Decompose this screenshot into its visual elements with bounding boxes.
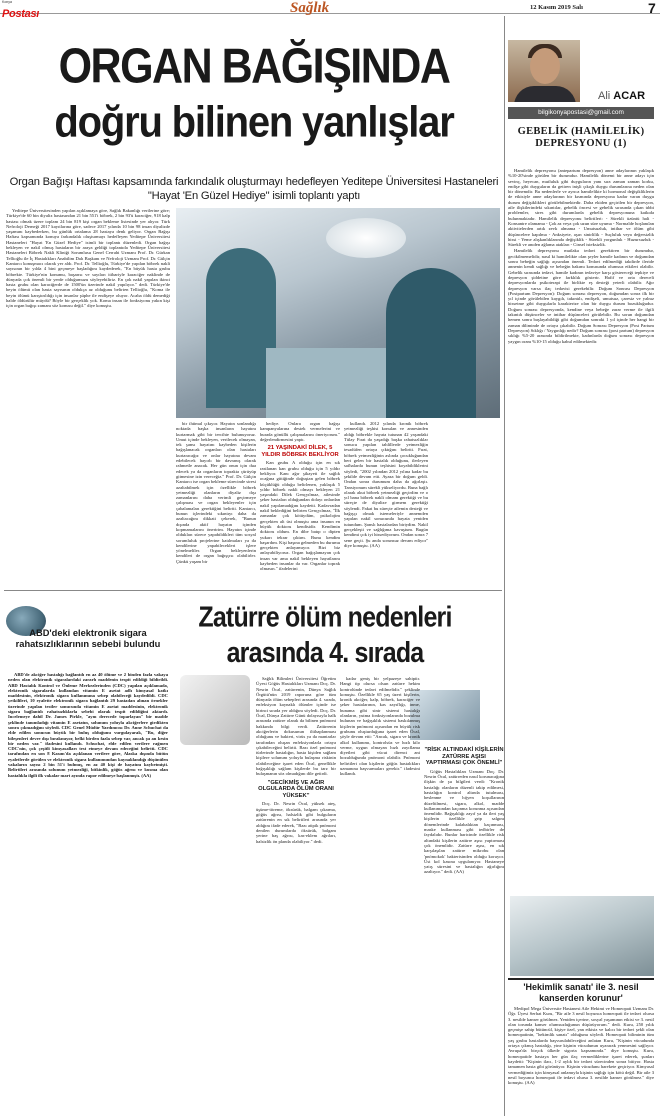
main-col3-text: hediye. Onlara organ bağışı kampanyalarına destek vermelerini ve burada gönüllü çalışmalarını öneriyorum." değerlendirmesini yaptı. [260, 421, 340, 442]
main-col3-text-b: Kan grubu A olduğu için en sık rastlanan kan grubu olduğu için 5 yıldır bekliyor. Kanı ağır şikayeti ile sağlık ocağına gittiğinde doğuştan gelen böbrek küçüklüğü olduğu belirlenen, yaklaşık 5 yıldır böbrek nakli olmayı bekleyen 21 yaşındaki Dilek Gençyılmaz, ailesinde şeker hastaları olduğundan dolayı onlardan nakil yapılamadığını kaydetti. Kadavradan nakil beklediğini belirten Gençyılmaz, "İlk zamanlar çok kötüydüm, psikolojim gerçekten alt üst olmuştu ama insanın en büyük doktoru kendisidir. Kendimin doktoru oldum. En dibe batıp o dipten yukarı tekrar çıktım. Bunu kendim başardım. Kişi başına gelmeden bu durumu gerçekten anlayamıyor. Bizi biz anlayabiliyoruz. Organ bağışlamayan çok insan var ama nakil bekleyen hayatlarını kaybeden insanlar da var. Organlar toprak olmasın." ifadelerini [260, 460, 340, 572]
operating-table [266, 348, 406, 418]
main-headline-line2: doğru bilinen yanlışlar [54, 98, 454, 147]
main-col4-text: kullandı. 2012 yılında kronik böbrek yetmezliği teşhisi konulan ve annesinden aldığı böbrekle hayata tutunan 42 yaşındaki Tülay Fırat da yaşadığı başka rahatsızlıklar sonucu yapılan tahlillerde yetmezliğin tesadüfen ortaya çıktığını belirtti. Fırat, böbrek yetmezliğinin aslında çocukluğundan beri gelen bir hastalık olduğunu, ilerleyen safhalarda bunun teşhisini koyabildiklerini söyledi, "2002 yılından 2012 yılına kadar bu şekilde devam etti. Ayaza bir doğum geldi. Ondan sonra durumum daha da ağırlaştı. Tansiyonum sürekli yükseliyordu. Buna bağlı olarak akut böbrek yetmezliği geçirdim ve o yıl bana böbrek nakli olmam gerektiği ve bu süreçte de diyalize girmem gerektiği söylendi. Fakat bu süreçte ailemin desteği ve bağışçı olmak istemeleriyle annemden yapılan nakil sonucunda hayata yeniden tutundum. Şanslı hastalardan biriydim. Nakil gerçekleşti ve sağlığıma kavuştum. Bugün kendimi çok iyi hissediyorum. Ondan sonra 7 sene geçti. Şu anda sorunsuz devam ediyor" diye konuştu. (AA) [344, 421, 428, 548]
main-subheadline: Organ Bağışı Haftası kapsamında farkındalık oluşturmayı hedefleyen Yeditepe Üniversitesi Hastaneleri "Hayat 'En Güzel Hediye" isimli toplantı yaptı [9, 176, 499, 202]
pneumonia-col1-text-b: Doç. Dr. Nesrin Öcal, yüksek ateş, üşüme-titreme, öksürük, balgam çıkarma, göğüs ağrısı, halsizlik gibi bulguların zatürrenin en sık belirtileri arasında yer aldığını ifade ederek, "Bazı atipik pnömoni denilen durumlarda öksürük, balgam yerine baş ağrısı, kas-eklem ağrıları, halsizlik ön planda olabiliyor." dedi. [256, 801, 336, 844]
main-col3-subhead: 21 YAŞINDAKİ DİLEK, 5 YILDIR BÖBREK BEKLİYOR [261, 445, 339, 458]
main-article-col3 [260, 421, 340, 583]
pneumonia-col2 [340, 676, 420, 1112]
pneumonia-col1-text: Sağlık Bilimleri Üniversitesi Öğretim Üyesi Göğüs Hastalıkları Uzmanı Doç. Dr. Nesrin Öcal, zatürrenin, Dünya Sağlık Örgütü'nün 2019 raporuna göre tüm dünyada ölüm sebepleri arasında 4. sırada, enfeksiyon kaynaklı ölümler içinde ise birinci sırada yer aldığını söyledi. Doç. Dr. Öcal, Dünya Zatürre Günü dolayısıyla halk arasında zatürre olarak da bilinen pnömoni hakkında bilgi verdi. Zatürrenin akciğerlerin dokusunun iltihaplanması olduğunu ve bakteri, virüs ya da mantarlar tarafından oluşan enfeksiyonlarla ortaya çıkabileceğini belirtti. Bazı özel pnömoni türlerinde hastalığın, hasta kişiden sağlam kişilere solunum yoluyla bulaşma riskinin olabileceğine işaret eden Öcal, genellikle bağışıklığı sağlam kişilerde bu tarz bir bulaşmanın söz olmadığını dile getirdi. [256, 676, 336, 777]
pneumonia-headline [180, 600, 470, 671]
logo-text: Postası [2, 8, 40, 20]
author-body [514, 86, 576, 102]
author-last-name: ACAR [613, 90, 646, 102]
author-name [598, 90, 645, 102]
main-headline-line1: ORGAN BAĞIŞINDA [58, 38, 450, 95]
column-text-2: Hamilelik depresyonu mutlaka tedavi gerektiren bir durumdur, gecikilmemelidir, nasıl ki hamilelikte olan şeyler hamile kadının ve doğumdan sonra bebeğin sağlığı açısından önemli. Tedavi edilmediği takdirde ileride annenin kendi sağlığı ve bebeğin bakımı konusunda olumsuz etkileri olabilir. Gebelik sırasında tedavi, hamile kadının tedaviye karşı göstereceği tepkiye ve depresyon şiddetine göre farklılık gösterir. Hafif ve orta dereceli depresyonlarda psikoterapi ile birlikte eş desteği yeterli olabilir. Ağır depresyon varsa ilaç tedavisi gerekebilir. Doğum Sonrası Depresyon (Postpartum Depresyon): Doğum sonrası depresyon, doğumdan sonra ilk bir yıl içinde görülebilen kaygılı, takıntılı, endişeli, umutsuz, çaresiz ve yalnız hissetme gibi duygularla karakterize olan bir duygu durum bozukluğudur. Doğum sonrası depresyonda, kendine veya bebeğe zarar verme ile ilgili takıntılı düşünceler ve intihar düşünceleri görülebilir. Bu sorun doğumdan hemen sonra başlayabildiği gibi doğumdan sonraki 1 yıl içinde her hangi bir zaman diliminde de ortaya çıkabilir. Doğum Sonrası Depresyon (Post Partum Depresyon) Sıklığı / Yaygınlığı nedir? Doğum sonrası (post partum) depresyon sıklığı %5-20 arasında bildirilmekte, kadınlarda doğum sonrası depresyon yaygın oranı %10-15 olduğu kabul edilmektedir. [508, 248, 654, 344]
homeopathy-photo [510, 896, 654, 976]
author-photo [508, 40, 580, 102]
author-first-name: Ali [598, 90, 611, 102]
surgery-photo [176, 208, 500, 418]
author-face [530, 48, 560, 84]
divider [4, 590, 502, 591]
author-email: bilgikonyapostasi@gmail.com [508, 107, 654, 119]
e-cigarette-text: ABD'de akciğer hastalığı bağlantılı en az 40 ölüme ve 2 binden fazla vakaya neden olan elektronik sigaralardaki zararlı maddenin tespit edildiği bildirildi. ABD Hastalık Kontrol ve Önleme Merkezlerinden (CDC) yapılan açıklamada, elektronik sigaralarda kullanılan vitamin E asetat adlı kimyasal katkı maddesinin, elektronik sigara kullanımına sebep olabileceği kaydedildi. CDC yetkilileri, 10 eyalette elektronik sigara bağlantılı 29 hastadan alınan örnekler üzerinde yapılan testler sonucunda vitamin E asetat maddesinin, elektronik sigara bağlantılı rahatsızlıklarla sebebi olarak tespit edildiğini aktardı. Incelemeye dahil Dr. James Pirkle, "aynı derecede toparlayan" bir madde şeklinde tanımladığı vitamin E asetatın, solunum yoluyla akciğerlere girdikten sonra çıkmadığını söyledi. CDC Genel Müdür Yardımcısı Dr. Anne Schuchat da elde edilen sonucun büyük bir buluş olduğunu vurgulayarak, "Bu, diğer bileşenleri devre dışı bırakmıyor, belki birden fazla sebep var, ancak şu an kesin bir neden var." ifadesini kullandı. Schuchat, elde edilen verilere rağmen CDC'nin, çok çeşitli kimyasalları test etmeye devam edeceğini belirtti. CDC tarafından en son 8 Kasım'da açıklanan verilere göre, Alaska dışında bütün eyaletlerde görülen ve elektronik sigara kullanımından kaynaklandığı düşünülen vakaların sayısı 2 bin 51'i bulmuş, en az 40 kişi de hayatını kaybetmişti. Belirtileri arasında solunum yetmezliği, bitkinlik, göğüs ağrısı ve kusma olan hastalıkla ilgili ilk vakalar mart ayında rapor edilmeye başlanmıştı. (AA) [8, 672, 168, 778]
pneumonia-headline-line2: arasında 4. sırada [226, 636, 424, 669]
doctor-photo [180, 675, 250, 745]
pneumonia-col2-text: kadar geniş bir yelpazeye sahiptir. Hangi tip olursa olsun zatürre hekim kontrolünde tedavi edilmelidir." şeklinde konuştu. Özellikle 65 yaş üzeri kişilerin, kronik akciğer, kalp, böbrek, karaciğer ve şeker hastalarının, kas zayıflığı, inme, bunama gibi sinir sistemi hastalığı olanların, yutma fonksiyonlarında bozulma bulunan ve bağışıklık sistemi baskılanmış kişilerin pnömoni açısından en büyük risk grubunu oluşturduğuna işaret eden Öcal, şöyle devam etti: "Ancak, sigara ve kronik alkol kullanımı, kontrolsüz ve hızlı kilo verme, uygun olmayan hızlı zayıflama diyetleri gibi vücut direnci ani bozulduğunda pnömoni olabilir. Pnömoni belirtileri olan kişilerin göğüs hastalıkları uzmanına başvurmaları gerekir." ifadesini kullandı. [340, 676, 420, 777]
main-article-col2 [176, 421, 256, 583]
homeopathy-text: Medipol Mega Üniversite Hastanesi Aile Hekimi ve Homeopati Uzmanı Dr. Öğr. Üyesi Serhat Kuru, "Bir aile 3 nesil boyunca homeopati ile tedavi olursa 3. nesilde kanser görülmez. Yeniden içerine, sosyal yaşamının etkisi ve 3. nesil olan torunda kanser olumsuzluğunun düşürüyorum." dedi. Kuru, 250 yılık geçmişe sahip bütüncül, kişiye özel, yan etkisiz ve kalıcı bir tedavi şekli olan homeopatinin, "hekimlik sanatı" olduğunu söyledi. Homeopati biliminin tüm yaş grubu hastalarda başvurulabileceğini anlatan Kuru, "Kişinin vücudunda ortaya çıkmış hastalığı, yine kişinin vücudunun uyararak yenmesini sağlıyor. Avrupa'da birçok ülkede sigorta kapsamında." diye konuştu. Kuru, homeopatide hastaya her gün ilaç vermediklerine işaret ederek, şunları kaydetti: "Kişinin ilacı, 1-2 aylık bir tedavi sürecinden sonra bitiyor. Hasta tamamen hasta gibi görünüyor. Kişinin vücudunu harekete geçiriyor. Kimyasal vermediğimiz için kimyasal anlamıyla kişinin sağlığı için kötü değil. Bir aile 3 nesil boyunca homeopati ile tedavi olursa 3. nesilde kanser görülmez." diye konuştu. (AA) [508, 1006, 654, 1086]
surgical-lamp-icon [326, 218, 406, 258]
pneumonia-col1 [256, 676, 336, 1112]
column-text-1: Hamilelik depresyonu (antepartum depresyon) anne adaylarının yaklaşık %10-20'sinde görülen bir durumdur. Hamilelik dönemi bir anne adayı için sevinç, heyecan, mutluluk gibi duyguların yanı sıra zaman zaman korku, endişe gibi duyguların da getiren inişli çıkışlı duygu durumlarına neden olan bir dönemdir. Bu nedenlerle ve ayrıca hamilelikte ki hormonal değişikliklerin de etkisiyle anne adaylarının bir kısmında depresyona kadar varan duygu durum değişiklikleri görülebilmektedir. Daha ekiden geçirilen bir depresyon, aile ilişkilerindeki sıkıntılar, gebelik öncesi ve gebelik sırasında çıkan tıbbi problemler, stres gibi durumlarda gebelik depresyonuna katkıda bulunmaktadır. Hamilelik depresyonu belirtileri: - Sürekli üzüntü hali - Konsantre olamama - Çok az veya çok uzun süre uyuma - Normalde hoşlanılan aktivitelerden artık zevk almama - Umutsuzluk, intihar ve ölüm gibi düşüncelere kapılma - Anksiyete, aşırı sinirlilik - Suçluluk veya değersizlik hissi - Yeme alışkanlıklarında değişiklik - Sürekli yorgunluk - Huzursuzluk - Sürekli ve anıden ağlama atakları - Cinsel isteksizlik. [508, 168, 654, 248]
pneumonia-col1-subhead: "GECİKMİŞ VE AĞIR OLGULARDA ÖLÜM ORANI YÜKSEK" [258, 779, 334, 799]
issue-date: 12 Kasım 2019 Salı [530, 4, 583, 11]
surgeon-figure [386, 268, 476, 418]
section-title: Sağlık [290, 0, 330, 16]
homeopathy-story [508, 978, 654, 1114]
newspaper-logo [2, 0, 64, 20]
main-article-col4 [344, 421, 428, 583]
xray-photo [410, 690, 480, 740]
column-title: GEBELİK (HAMİLELİK) DEPRESYONU (1) [517, 126, 645, 149]
homeopathy-headline: 'Hekimlik sanatı' ile 3. nesil kanserden korunur' [523, 982, 639, 1003]
e-cigarette-headline: ABD'deki elektronik sigara rahatsızlıklarının sebebi bulundu [15, 628, 161, 649]
pneumonia-headline-line1: Zatürre ölüm nedenleri [198, 601, 452, 634]
page-number: 7 [648, 0, 656, 16]
pneumonia-col3-subhead: "RİSK ALTINDAKİ KİŞİLERİN ZATÜRRE AŞISI YAPTIRMASI ÇOK ÖNEMLİ" [424, 747, 504, 767]
column-divider [504, 16, 505, 1116]
e-cigarette-body [8, 672, 168, 1112]
pneumonia-col3 [424, 744, 504, 1112]
logo-top: Konya [2, 0, 12, 4]
pneumonia-col3-text: Göğüs Hastalıkları Uzmanı Doç. Dr. Nesrin Öcal, zatürreden nasıl korunacağına ilişkin de şu bilgileri verdi: "Kronik hastalığı olanların düzenli takip edilmesi, hastalığın kontrol altında tutulması, beslenme ve hijyen koşullarının düzeltilmesi, sigara, alkol, madde kullanımından kaçınma korunma açısından önemlidir. Bağışıklığı zayıf ya da ileri yaş kişilerin özellikle grip salgını dönemlerinde kalabalıktan kaçınması, maske kullanması gibi tedbirler de faydalıdır. Bunlar haricinde özellikle risk altındaki kişilerin zatürre aşısı yaptırması çok önemlidir. Zatürre aşısı, en sık karşılaşılan zatürre mikrobu olan 'pnömokok' bakterisinden olduğu koruyor. Üst kol kasına uygulanıyor. Hastaneye yatış süresini ve hastalığın ağırlığını azaltıyor." dedi. (AA) [424, 768, 504, 875]
column-body [508, 168, 654, 890]
main-col2-text: bir ihtimal çıkıyor. Hayatın sonlandığı noktada başka insanların hayatını kurtarmak gibi bir tercihte bulunuyoruz. Umut içinde bekleyen, verilecek olmayan, tek şansı hayatını kaybeden kişilerin bağışlanacak organları olan hastaları kurtaracağız ve onlar hayatına devam edebilecek hayırlı bir davranış olarak rahmetle anacak. Her gün onun için dua edecek ya da organların toprakta çürüyüp gitmesine izin vereceğiz." Prof. Dr. Gülçin Kantarcı ise organ bekleme sürecinde stresi azaltabilmek için özellikle böbrek yetmezliği olanların diyaliz dışı zamanlarını daha verimli geçirmeye çalışması ve organ bekleyenler için çabalamaları gerektiğini belirtti. Kantarcı, bunun içlerindeki sıkıntıyı daha da azaltacağını dikkati çekerek, "Bunun dışında aktif hayatın içinden kopmamalarını öneririm. Hayatın içinde oldukları sürece yapabildikleri tüm sosyal sorumluluk projelerine katılmaları ya da kendilerine yapabilecekleri işlere yönelmeliler. Organ bekleyenlerin kendileri de organ bağışçısı olabilirler. Çünkü yaşam bir [176, 421, 256, 564]
main-col1-text: Yeditepe Üniversitesinden yapılan açıklamaya göre, Sağlık Bakanlığı verilerine göre; Türkiye'de 60 bin diyaliz hastasından 21 bin 551'i böbrek, 2 bin 93'ü karaciğer, 918 kalp hastası olmak üzere toplam 24 bin 819 kişi organ bekleme listesinde yer alıyor. Türk Nefroloji Derneği 2017 kayıtlarına göre, sadece 2017 yılında 10 bin 98 insan diyalizde yaşamını kaybederken, bu günlük ortalama 28 hastaya denk geliyor. Organ Bağışı Haftası kapsamında konuya farkındalık oluşturmayı hedefleyen Yeditepe Üniversitesi Hastaneleri "Hayat 'En Güzel Hediye" isimli bir toplantı düzenledi. Organ bağışı bekleyen ve nakil olmuş hastaların bir araya geldiği toplantıda Yeditepe Üniversitesi Hastaneleri Böbrek Nakli Kliniği Sorumlusu Genel Cerrahi Uzmanı Prof. Dr. Gürkan Tellioğlu ile İç Hastalıkları Anabilim Dalı Başkanı ve Nefroloji Uzmanı Prof. Dr. Gülçin Kantarcı konuşmacı olarak yer aldı. Prof. Dr. Tellioğlu, Türkiye'de yapılan böbrek nakli sayısının bir yılda 4 bini geçmeye başladığını kaydederek, "En büyük hasta grubu böbrekte. Türkiye'nin konumu, başarısı ve sayıları itibariyle karaciğer naklinde de dünyada çok önemli bir yerde olduğumuzu söyleyebiliriz. En çok nakil yapılan ikinci hasta grubu olan karaciğerde de 1500'ün üzerinde nakil yapılıyor." dedi. Türkiye'de beyin ölümü olan hasta sayısının oldukça az olduğunu belirten Tellioğlu, "Koma ile beyin ölümü karıştırıldığı için insanlar şüphe ile endişeye oluyor. Acaba öldü demediği halde öldürülür müydü? Böyle bir gerçeklik yok. Koma insan ile fonksiyonu yakın kişi için organ bağışı zamanı söz konusu değil." diye konuştu. [6, 208, 170, 309]
main-article-col1 [6, 208, 170, 583]
